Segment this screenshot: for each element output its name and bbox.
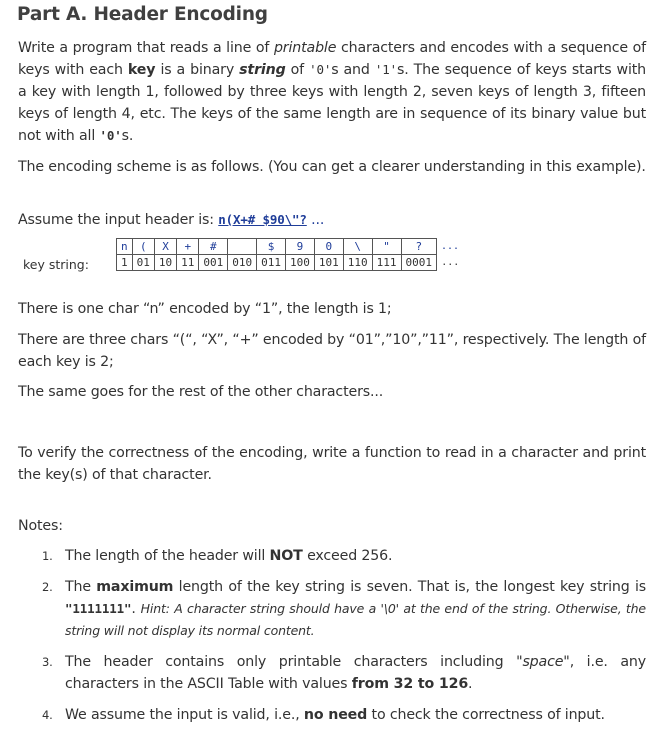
intro-text: Write a program that reads a line of (18, 40, 274, 56)
note-emphasis: NOT (269, 548, 303, 564)
key-table-key-row (117, 255, 464, 271)
key-cell: 01 (132, 255, 154, 271)
note-item (18, 576, 646, 642)
key-cell: 101 (314, 255, 343, 271)
intro-zero: '0' (309, 62, 332, 77)
notes-list (18, 545, 646, 735)
verify-paragraph: To verify the correctness of the encoding, write a function to read in a character and print the key(s) of that character. (18, 445, 646, 483)
explain-paragraph-2: There are three chars “(“, “X”, “+” encoded by “01”,”10”,”11”, respectively. The length of each key is 2; (18, 332, 646, 370)
intro-text: is a binary (155, 62, 240, 78)
key-table-char-row (117, 239, 464, 255)
note-text: The length of the header will (65, 548, 270, 564)
header-ellipsis: ... (306, 212, 325, 228)
char-cell: + (177, 239, 199, 255)
note-text: The (65, 579, 97, 595)
note-text: exceed 256. (302, 548, 393, 564)
note-emphasis: from 32 to 126 (351, 676, 469, 692)
intro-text: of (285, 62, 310, 78)
key-cell: 11 (177, 255, 199, 271)
note-emphasis: no need (303, 707, 368, 723)
note-space: "space" (516, 654, 570, 670)
note-text: length of the key string is seven. That is, the longest key string is (173, 579, 646, 595)
note-text: . (131, 601, 141, 617)
key-cell: 010 (228, 255, 257, 271)
note-item (18, 704, 646, 726)
note-number: 1. (42, 549, 53, 563)
char-cell: n (117, 239, 133, 255)
key-row-ellipsis: ... (441, 257, 460, 268)
note-number: 3. (42, 655, 53, 669)
assume-paragraph (18, 209, 646, 231)
page-title: Part A. Header Encoding (17, 4, 268, 25)
note-text: The header contains only printable characters including (65, 654, 517, 670)
char-cell: 9 (286, 239, 315, 255)
intro-key: key (127, 62, 156, 78)
key-cell: 011 (257, 255, 286, 271)
char-cell (228, 239, 257, 255)
intro-text: s. The sequence of keys starts with a key with length 1, followed by three keys with length 2, seven keys of length 3, fifteen keys of length 4, etc. The keys of the same length are in sequence of its binary value but not with all (18, 62, 647, 144)
char-cell: $ (257, 239, 286, 255)
header-example: n(X+# $90\"? (218, 212, 307, 227)
intro-text: characters and encodes with a sequence of keys with each (18, 40, 646, 78)
intro-string: string (239, 62, 286, 78)
explain-paragraph-3: The same goes for the rest of the other characters... (18, 384, 384, 400)
char-row-ellipsis: ... (441, 241, 460, 252)
char-cell: " (372, 239, 401, 255)
assume-text: Assume the input header is: (18, 212, 219, 228)
key-cell: 001 (199, 255, 228, 271)
intro-zero-bold: '0' (99, 128, 122, 143)
note-item (18, 545, 646, 567)
char-cell: ( (132, 239, 154, 255)
note-text: . (468, 676, 473, 692)
char-cell: # (199, 239, 228, 255)
intro-paragraph (18, 37, 646, 147)
key-cell: 10 (154, 255, 176, 271)
note-number: 2. (42, 580, 53, 594)
intro-one: '1' (374, 62, 397, 77)
key-cell: 111 (372, 255, 401, 271)
intro-text: s. (121, 128, 134, 144)
key-table (116, 238, 464, 271)
notes-heading: Notes: (18, 518, 63, 534)
note-emphasis: maximum (96, 579, 174, 595)
scheme-paragraph: The encoding scheme is as follows. (You can get a clearer understanding in this example). (18, 159, 646, 175)
note-number: 4. (42, 708, 53, 722)
key-cell: 100 (286, 255, 315, 271)
note-emphasis: "1111111" (65, 601, 132, 616)
note-text: to check the correctness of input. (367, 707, 605, 723)
intro-printable: printable (273, 40, 337, 56)
note-text: , i.e. any characters in the ASCII Table with values (65, 654, 647, 692)
key-cell: 0001 (401, 255, 437, 271)
key-string-label: key string: (23, 257, 89, 272)
explain-paragraph-1: There is one char “n” encoded by “1”, the length is 1; (18, 301, 392, 317)
char-cell: 0 (314, 239, 343, 255)
key-cell: 1 (117, 255, 133, 271)
note-hint: Hint: A character string should have a '\0' at the end of the string. Otherwise, the string will not display its normal content. (65, 601, 646, 638)
intro-text: s and (331, 62, 375, 78)
char-cell: X (154, 239, 176, 255)
note-item (18, 651, 646, 695)
char-cell: \ (343, 239, 372, 255)
key-cell: 110 (343, 255, 372, 271)
char-cell: ? (401, 239, 437, 255)
note-text: We assume the input is valid, i.e., (65, 707, 304, 723)
